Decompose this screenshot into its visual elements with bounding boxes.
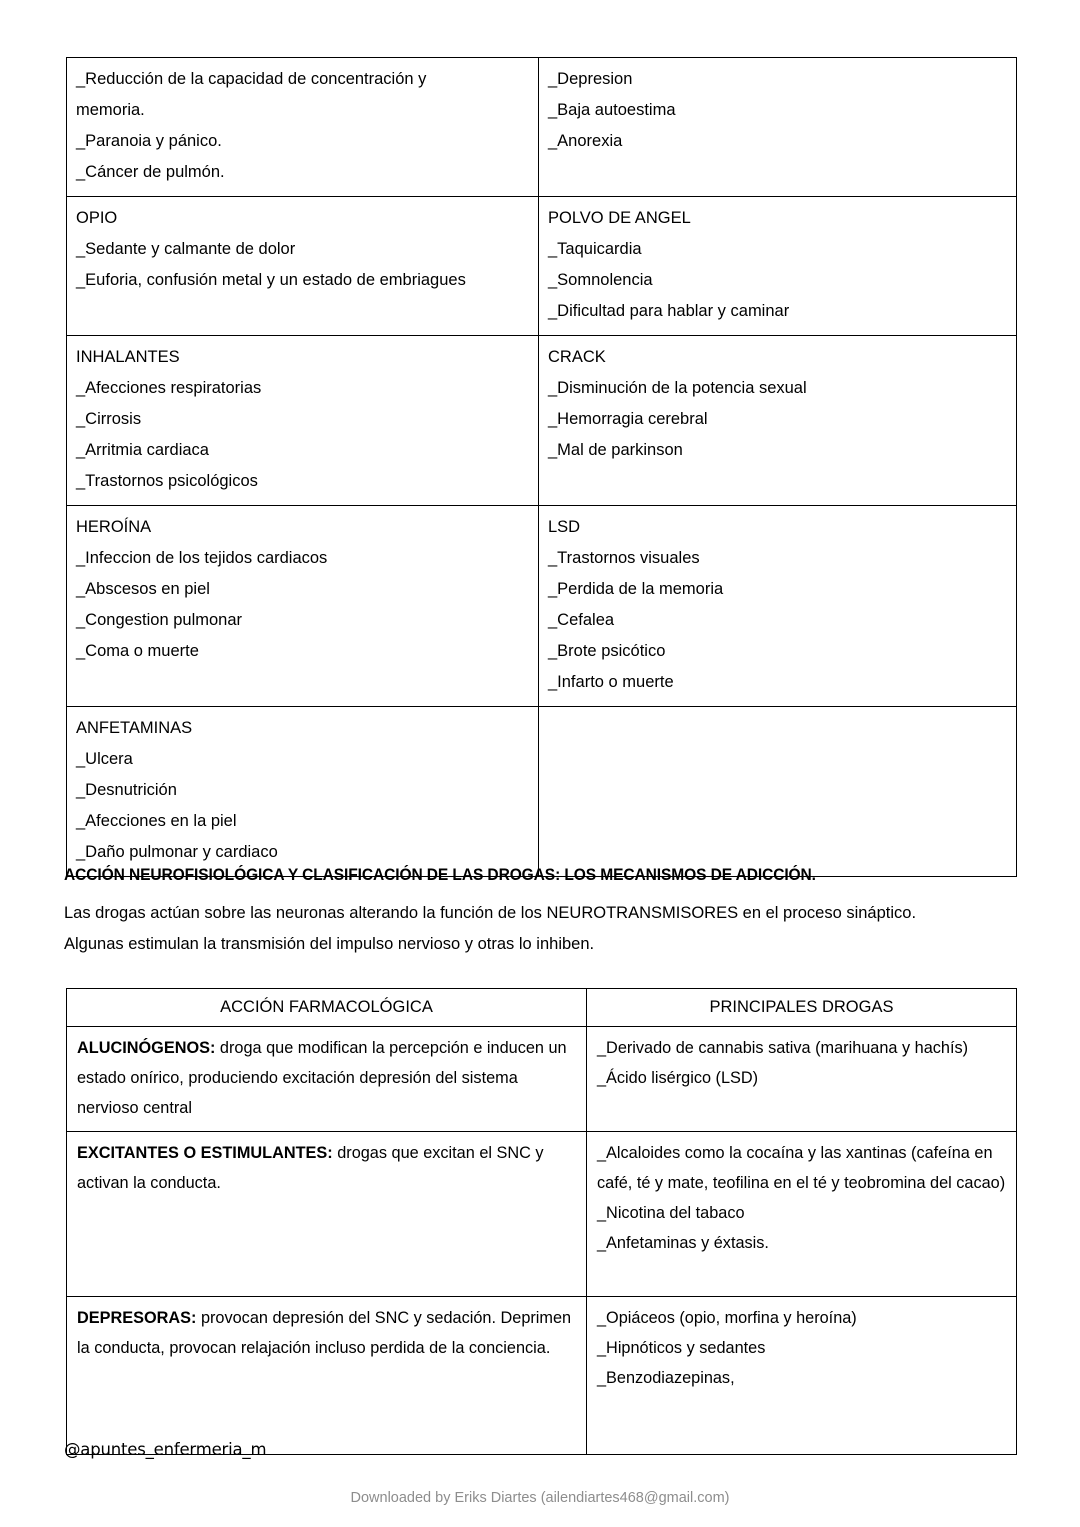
table-row (67, 336, 1017, 506)
cell-line: _Hipnóticos y sedantes (597, 1339, 766, 1357)
table-row (67, 58, 1017, 197)
definition-text: drogas que excitan el SNC y activan la conducta. (77, 1144, 544, 1192)
column-header-drugs: PRINCIPALES DROGAS (587, 989, 1017, 1027)
cell-line: _Arritmia cardiaca (76, 441, 209, 459)
cell-line: _Congestion pulmonar (76, 611, 243, 629)
table-cell-left (67, 336, 539, 506)
table-row (67, 1297, 1017, 1455)
table-row (67, 506, 1017, 707)
table-cell-right (539, 336, 1017, 506)
table-row (67, 197, 1017, 336)
table-cell-right-empty (539, 707, 1017, 877)
cell-line: _Cefalea (548, 611, 615, 629)
definition-text: droga que modifican la percepción e inducen un estado onírico, produciendo excitación depresión del sistema nervioso central (77, 1039, 567, 1117)
term-label: EXCITANTES O ESTIMULANTES: (77, 1144, 333, 1162)
cell-heading: CRACK (548, 348, 606, 366)
table-cell-action (67, 1132, 587, 1297)
cell-line: _Cáncer de pulmón. (76, 163, 225, 181)
cell-line: _Mal de parkinson (548, 441, 683, 459)
table-cell-left (67, 707, 539, 877)
cell-line: _Sedante y calmante de dolor (76, 240, 296, 258)
pharmacology-table (66, 988, 1017, 1455)
cell-line: _Afecciones en la piel (76, 812, 237, 830)
cell-line: _Infeccion de los tejidos cardiacos (76, 549, 328, 567)
cell-line: _Anorexia (548, 132, 623, 150)
cell-line: _Abscesos en piel (76, 580, 210, 598)
cell-line: _Paranoia y pánico. (76, 132, 222, 150)
cell-line: _Desnutrición (76, 781, 177, 799)
definition-text: provocan depresión del SNC y sedación. Deprimen la conducta, provocan relajación incluso perdida de la conciencia. (77, 1309, 572, 1357)
table-cell-right (539, 506, 1017, 707)
download-watermark: Downloaded by Eriks Diartes (ailendiartes468@gmail.com) (350, 1490, 730, 1506)
cell-line: _Euforia, confusión metal y un estado de embriagues (76, 271, 466, 289)
author-handle: @apuntes_enfermeria_m (64, 1440, 267, 1459)
term-label: ALUCINÓGENOS: (77, 1039, 216, 1057)
cell-line: _Somnolencia (548, 271, 653, 289)
cell-line: _Alcaloides como la cocaína y las xantinas (cafeína en café, té y mate, teofilina en el té y teobromina del cacao) (597, 1144, 1006, 1192)
table-row (67, 1132, 1017, 1297)
section-heading: ACCIÓN NEUROFISIOLÓGICA Y CLASIFICACIÓN DE LAS DROGAS: LOS MECANISMOS DE ADICCIÓN. (64, 866, 816, 884)
cell-heading: LSD (548, 518, 581, 536)
cell-line: _Disminución de la potencia sexual (548, 379, 807, 397)
cell-heading: OPIO (76, 209, 118, 227)
table-cell-drugs (587, 1027, 1017, 1132)
cell-line: _Perdida de la memoria (548, 580, 724, 598)
section-paragraph (64, 898, 1029, 960)
table-cell-action (67, 1297, 587, 1455)
cell-line: _Ácido lisérgico (LSD) (597, 1069, 759, 1087)
table-cell-drugs (587, 1132, 1017, 1297)
cell-line: _Dificultad para hablar y caminar (548, 302, 790, 320)
cell-line: _Taquicardia (548, 240, 642, 258)
cell-line: _Reducción de la capacidad de concentración y (76, 70, 427, 88)
cell-line: _Benzodiazepinas, (597, 1369, 735, 1387)
cell-heading: INHALANTES (76, 348, 180, 366)
cell-line: _Trastornos psicológicos (76, 472, 258, 490)
cell-line: _Afecciones respiratorias (76, 379, 262, 397)
table-cell-right (539, 197, 1017, 336)
table-cell-left (67, 197, 539, 336)
cell-line: _Ulcera (76, 750, 133, 768)
table-cell-drugs (587, 1297, 1017, 1455)
cell-heading: HEROÍNA (76, 518, 152, 536)
cell-line: _Opiáceos (opio, morfina y heroína) (597, 1309, 857, 1327)
cell-line: _Brote psicótico (548, 642, 666, 660)
cell-line: _Baja autoestima (548, 101, 676, 119)
cell-line: _Hemorragia cerebral (548, 410, 708, 428)
table-row (67, 1027, 1017, 1132)
table-cell-right (539, 58, 1017, 197)
drug-effects-table (66, 57, 1017, 877)
cell-line: _Daño pulmonar y cardiaco (76, 843, 278, 861)
cell-line: _Infarto o muerte (548, 673, 674, 691)
paragraph-line: Las drogas actúan sobre las neuronas alterando la función de los NEUROTRANSMISORES en el proceso sináptico. (64, 904, 917, 922)
cell-line: _Nicotina del tabaco (597, 1204, 745, 1222)
table-row (67, 707, 1017, 877)
table-cell-left (67, 506, 539, 707)
column-header-action: ACCIÓN FARMACOLÓGICA (67, 989, 587, 1027)
cell-heading: ANFETAMINAS (76, 719, 193, 737)
cell-heading: POLVO DE ANGEL (548, 209, 691, 227)
cell-line: _Trastornos visuales (548, 549, 700, 567)
table-cell-left (67, 58, 539, 197)
cell-line: _Derivado de cannabis sativa (marihuana y hachís) (597, 1039, 969, 1057)
table-cell-action (67, 1027, 587, 1132)
cell-line: _Cirrosis (76, 410, 142, 428)
cell-line: _Anfetaminas y éxtasis. (597, 1234, 769, 1252)
paragraph-line: Algunas estimulan la transmisión del impulso nervioso y otras lo inhiben. (64, 935, 595, 953)
table-header-row (67, 989, 1017, 1027)
term-label: DEPRESORAS: (77, 1309, 197, 1327)
cell-line: memoria. (76, 101, 145, 119)
cell-line: _Depresion (548, 70, 633, 88)
cell-line: _Coma o muerte (76, 642, 199, 660)
